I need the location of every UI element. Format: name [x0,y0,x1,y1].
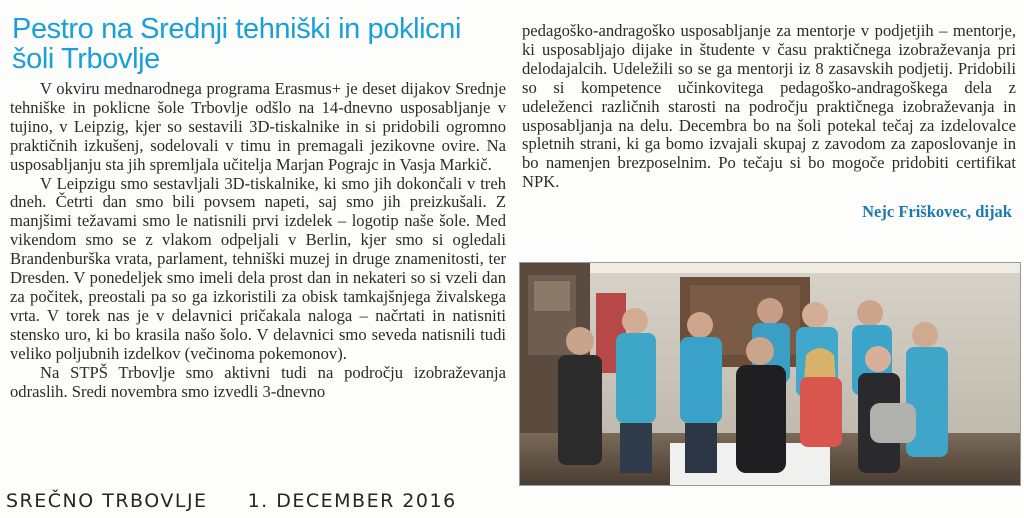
article-right-column [522,22,1016,222]
article-body-right [522,22,1016,192]
issue-date: 1. DECEMBER 2016 [247,490,457,512]
paragraph-1: V okviru mednarodnega programa Erasmus+ je deset dijakov Srednje tehniške in poklicne šole Trbovlje odšlo na 14-dnevno usposabljanje v tujino, v Leipzig, kjer so sestavili 3D-tiskalnike in si pridobili ogromno praktičnih izkušenj, sodelovali v timu in premagali jezikovne ovire. Na usposabljanju sta jih spremljala učitelja Marjan Pograjc in Vasja Markič. [10,79,506,174]
group-photo [519,262,1021,486]
article-byline: Nejc Friškovec, dijak [862,202,1012,222]
page-footer [6,490,606,516]
paragraph-2: V Leipzigu smo sestavljali 3D-tiskalnike, ki smo jih dokončali v treh dneh. Četrti dan smo bili povsem napeti, saj smo jih preizkušali. Z manjšimi težavami smo le natisnili prvi izdelek – logotip naše šole. Med vikendom smo se z vlakom odpeljali v Berlin, kjer smo si ogledali Brandenburška vrata, parlament, tehniški muzej in druge znamenitosti, ter Dresden. V ponedeljek smo imeli dela prost dan in nekateri so si vzeli dan za počitek, preostali pa so ga izkoristili za obisk tamkajšnjega živalskega vrta. V torek nas je v delavnici pričakala naloga – načrtati in natisniti stensko uro, ki bo krasila našo šolo. V delavnici smo seveda natisnili tudi veliko poljubnih izdelkov (večinoma pokemonov). [10,173,506,363]
article-headline: Pestro na Srednji tehniški in poklicni šoli Trbovlje [12,13,462,75]
article-body-left [10,80,506,401]
publication-name: SREČNO TRBOVLJE [6,490,208,512]
paragraph-3: Na STPŠ Trbovlje smo aktivni tudi na področju izobraževanja odraslih. Sredi novembra smo izvedli 3-dnevno [10,362,506,401]
paragraph-4: pedagoško-andragoško usposabljanje za mentorje v podjetjih – mentorje, ki usposabljajo dijake in študente v času praktičnega izobraževanja pri delodajalcih. Udeležili so se ga mentorji iz 8 zasavskih podjetij. Pridobili so si kompetence učinkovitega pedagoško-andragoškega dela z udeleženci različnih starosti na področju praktičnega izobraževanja in usposabljanja na delu. Decembra bo na šoli potekal tečaj za izdelovalce spletnih strani, ki ga bomo izvajali skupaj z zavodom za zaposlovanje in bo namenjen brezposelnim. Po tečaju si bo mogoče pridobiti certifikat NPK. [522,21,1016,192]
article-left-column [10,10,506,401]
